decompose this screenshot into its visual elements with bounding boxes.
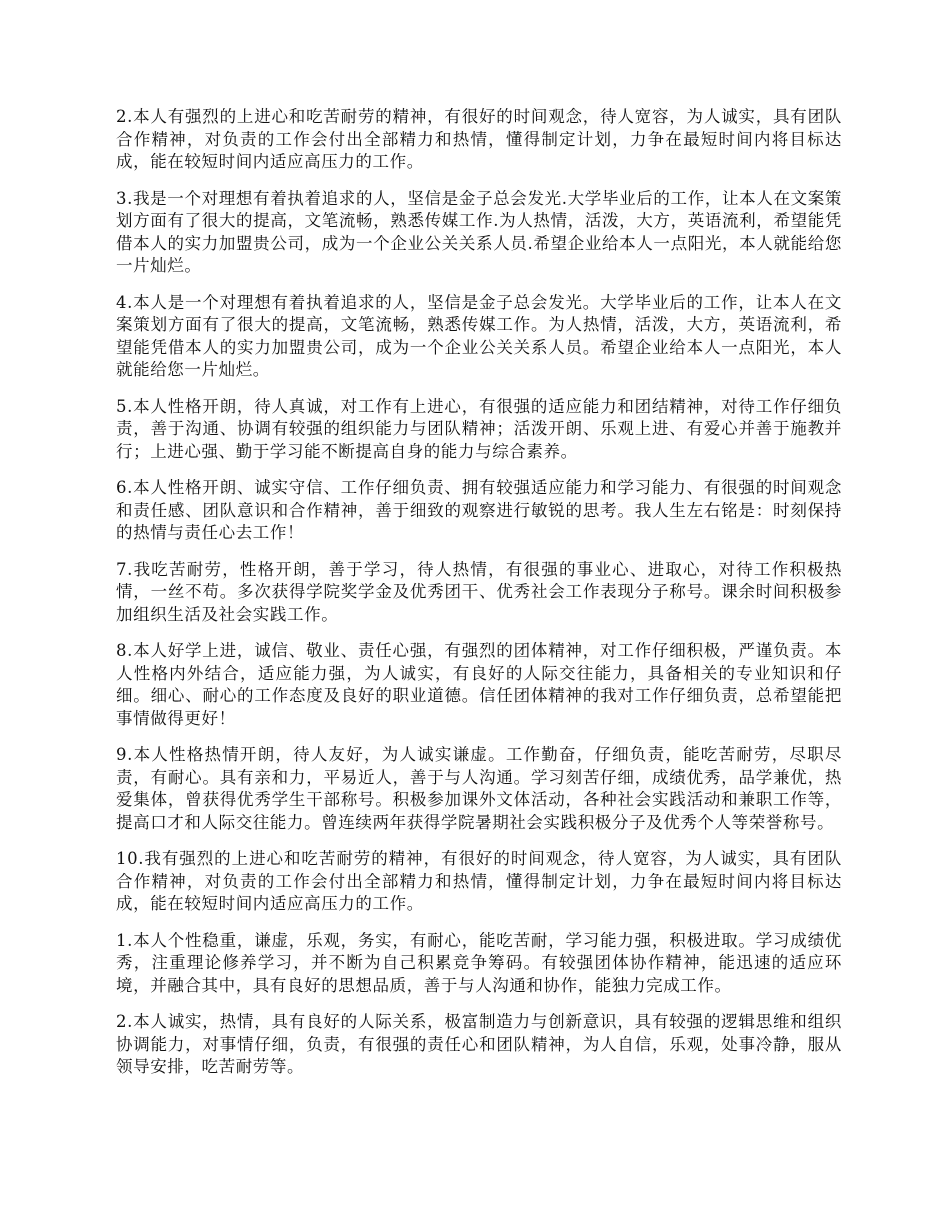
paragraph-10: 1.本人个性稳重，谦虚，乐观，务实，有耐心，能吃苦耐，学习能力强，积极进取。学习成绩优秀，注重理论修养学习，并不断为自己积累竞争筹码。有较强团体协作精神，能迅速的适应环境，并融合其中，具有良好的思想品质，善于与人沟通和协作，能独力完成工作。 — [116, 930, 842, 995]
paragraph-6: 7.我吃苦耐劳，性格开朗，善于学习，待人热情，有很强的事业心、进取心，对待工作积极热情，一丝不苟。多次获得学院奖学金及优秀团干、优秀社会工作表现分子称号。课余时间积极参加组织生活及社会实践工作。 — [116, 559, 842, 624]
paragraph-7: 8.本人好学上进，诚信、敬业、责任心强，有强烈的团体精神，对工作仔细积极，严谨负责。本人性格内外结合，适应能力强，为人诚实，有良好的人际交往能力，具备相关的专业知识和仔细。细心、耐心的工作态度及良好的职业道德。信任团体精神的我对工作仔细负责，总希望能把事情做得更好！ — [116, 641, 842, 728]
document-body — [116, 106, 842, 1093]
paragraph-1: 2.本人有强烈的上进心和吃苦耐劳的精神，有很好的时间观念，待人宽容，为人诚实，具有团队合作精神，对负责的工作会付出全部精力和热情，懂得制定计划，力争在最短时间内将目标达成，能在较短时间内适应高压力的工作。 — [116, 107, 842, 171]
paragraph-5: 6.本人性格开朗、诚实守信、工作仔细负责、拥有较强适应能力和学习能力、有很强的时间观念和责任感、团队意识和合作精神，善于细致的观察进行敏锐的思考。我人生左右铭是：时刻保持的热情与责任心去工作！ — [116, 478, 842, 542]
paragraph-3: 4.本人是一个对理想有着执着追求的人，坚信是金子总会发光。大学毕业后的工作，让本人在文案策划方面有了很大的提高，文笔流畅，熟悉传媒工作。为人热情，活泼，大方，英语流利，希望能凭借本人的实力加盟贵公司，成为一个企业公关关系人员。希望企业给本人一点阳光，本人就能给您一片灿烂。 — [116, 292, 842, 379]
paragraph-4: 5.本人性格开朗，待人真诚，对工作有上进心，有很强的适应能力和团结精神，对待工作仔细负责，善于沟通、协调有较强的组织能力与团队精神；活泼开朗、乐观上进、有爱心并善于施教并行；上进心强、勤于学习能不断提高自身的能力与综合素养。 — [116, 396, 842, 461]
paragraph-8: 9.本人性格热情开朗，待人友好，为人诚实谦虚。工作勤奋，仔细负责，能吃苦耐劳，尽职尽责，有耐心。具有亲和力，平易近人，善于与人沟通。学习刻苦仔细，成绩优秀，品学兼优，热爱集体，曾获得优秀学生干部称号。积极参加课外文体活动，各种社会实践活动和兼职工作等，提高口才和人际交往能力。曾连续两年获得学院暑期社会实践积极分子及优秀个人等荣誉称号。 — [116, 745, 842, 832]
paragraph-9: 10.我有强烈的上进心和吃苦耐劳的精神，有很好的时间观念，待人宽容，为人诚实，具有团队合作精神，对负责的工作会付出全部精力和热情，懂得制定计划，力争在最短时间内将目标达成，能在较短时间内适应高压力的工作。 — [116, 849, 842, 913]
paragraph-2: 3.我是一个对理想有着执着追求的人，坚信是金子总会发光.大学毕业后的工作，让本人在文案策划方面有了很大的提高，文笔流畅，熟悉传媒工作.为人热情，活泼，大方，英语流利，希望能凭借本人的实力加盟贵公司，成为一个企业公关关系人员.希望企业给本人一点阳光，本人就能给您一片灿烂。 — [116, 188, 842, 275]
paragraph-11: 2.本人诚实，热情，具有良好的人际关系，极富制造力与创新意识，具有较强的逻辑思维和组织协调能力，对事情仔细，负责，有很强的责任心和团队精神，为人自信，乐观，处事冷静，服从领导安排，吃苦耐劳等。 — [116, 1012, 842, 1076]
